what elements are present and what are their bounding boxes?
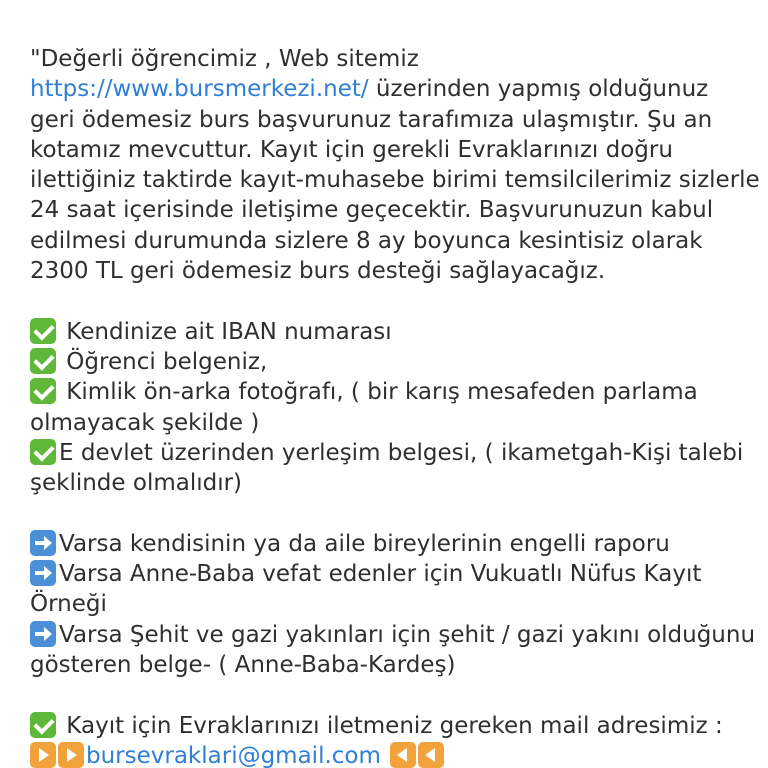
intro-line: kotamız mevcuttur. Kayıt için gerekli Evraklarınızı doğru xyxy=(30,136,673,163)
email-link[interactable]: bursevraklari@gmail.com xyxy=(86,742,381,768)
list-item: Öğrenci belgeniz, xyxy=(30,347,738,377)
check-icon xyxy=(30,712,56,738)
list-item-continuation: olmayacak şekilde ) xyxy=(30,409,260,436)
optional-docs-list xyxy=(30,529,756,680)
intro-line: "Değerli öğrencimiz , Web sitemiz xyxy=(30,46,419,72)
website-link[interactable]: https://www.bursmerkezi.net/ xyxy=(30,76,369,103)
check-icon xyxy=(30,318,56,344)
spacer xyxy=(30,286,738,316)
intro-line: geri ödemesiz burs başvurunuz tarafımıza ulaşmıştır. Şu an xyxy=(30,106,713,133)
list-item-continuation: şeklinde olmalıdır) xyxy=(30,470,243,497)
reverse-icon xyxy=(418,742,444,768)
reverse-icon xyxy=(390,742,416,768)
list-item-continuation: gösteren belge- ( Anne-Baba-Kardeş) xyxy=(30,651,456,678)
mail-address-line xyxy=(30,741,738,768)
check-icon xyxy=(30,348,56,374)
intro-line xyxy=(30,74,738,104)
intro-paragraph xyxy=(30,44,760,286)
right-arrow-icon xyxy=(30,621,56,647)
list-item: Varsa Anne-Baba vefat edenler için Vukuatlı Nüfus Kayıt xyxy=(30,559,738,589)
intro-line: ilettiğiniz taktirde kayıt-muhasebe birimi temsilcilerimiz sizlerle xyxy=(30,167,760,194)
intro-line: 2300 TL geri ödemesiz burs desteği sağlayacağız. xyxy=(30,258,606,285)
list-item-continuation: Örneği xyxy=(30,591,107,618)
play-icon xyxy=(30,742,56,768)
mail-section xyxy=(30,711,738,768)
right-arrow-icon xyxy=(30,530,56,556)
intro-line: 24 saat içerisinde iletişime geçecektir. Başvurunuzun kabul xyxy=(30,197,714,224)
list-item: Kendinize ait IBAN numarası xyxy=(30,317,738,347)
spacer xyxy=(30,680,738,710)
list-item: Varsa Şehit ve gazi yakınları için şehit / gazi yakını olduğunu xyxy=(30,620,738,650)
list-item: Varsa kendisinin ya da aile bireylerinin engelli raporu xyxy=(30,529,738,559)
intro-text: üzerinden yapmış olduğunuz xyxy=(368,76,709,103)
play-icon xyxy=(58,742,84,768)
list-item: Kimlik ön-arka fotoğrafı, ( bir karış mesafeden parlama xyxy=(30,377,738,407)
intro-line: edilmesi durumunda sizlere 8 ay boyunca kesintisiz olarak xyxy=(30,227,703,254)
required-docs-list xyxy=(30,317,744,499)
list-item: E devlet üzerinden yerleşim belgesi, ( ikametgah-Kişi talebi xyxy=(30,438,738,468)
mail-label-line: Kayıt için Evraklarınızı iletmeniz gereken mail adresimiz : xyxy=(30,711,738,741)
spacer xyxy=(30,498,738,528)
right-arrow-icon xyxy=(30,560,56,586)
check-icon xyxy=(30,439,56,465)
check-icon xyxy=(30,378,56,404)
